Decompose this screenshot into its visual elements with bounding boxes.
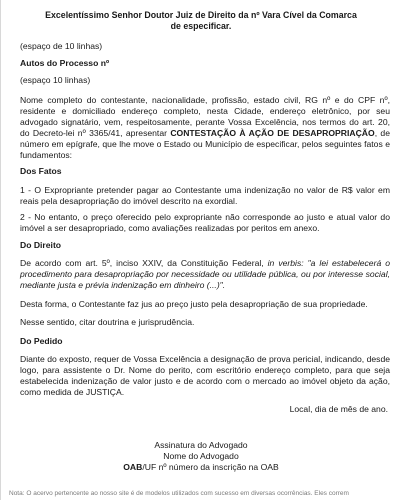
header-line-2: de especificar. xyxy=(170,21,232,31)
oab-label: OAB xyxy=(123,462,143,472)
direito-paragraph-3: Nesse sentido, citar doutrina e jurisprudência. xyxy=(20,317,195,327)
fato-2: 2 - No entanto, o preço oferecido pelo expropriante não corresponde ao justo e atual valor do imóvel a ser desapropriado, como avaliações realizadas por peritos em anexo. xyxy=(20,212,390,233)
section-direito-title: Do Direito xyxy=(20,240,62,250)
section-pedido-title: Do Pedido xyxy=(20,336,63,346)
intro-text-before: Nome completo do contestante, nacionalidade, profissão, estado civil, RG nº e do CPF nº, residente e domiciliado endereço completo, nesta Cidade, endereço eletrônico, por seu advogado signatário, vem, respeitosamente, perante Vossa Excelência, nos termos do art. 20, do Decreto-lei nº 3365/41, apresentar xyxy=(20,95,390,138)
signature-oab xyxy=(1,462,400,473)
direito-paragraph-1 xyxy=(20,258,390,291)
spacing-note-1: (espaço de 10 linhas) xyxy=(20,41,103,51)
intro-paragraph xyxy=(20,95,390,161)
intro-text-after: , de número em epígrafe, que lhe move o Estado ou Município de especificar, pelos seguintes fatos e fundamentos: xyxy=(20,128,390,160)
fato-1: 1 - O Expropriante pretender pagar ao Contestante uma indenização no valor de R$ valor em reais pela desapropriação do imóvel descrito na exordial. xyxy=(20,185,390,206)
signature-line-1: Assinatura do Advogado xyxy=(154,440,248,450)
pedido-paragraph: Diante do exposto, requer de Vossa Excelência a designação de prova pericial, indicando, desde logo, para assistente o Dr. Nome do perito, com escritório endereço completo, para que seja estabelecida indenização de valor justo e de acordo com o mercado ao imóvel objeto da ação, como medida de JUSTIÇA. xyxy=(20,354,390,397)
document-header xyxy=(1,10,400,32)
intro-bold-title: CONTESTAÇÃO À AÇÃO DE DESAPROPRIAÇÃO xyxy=(170,128,375,138)
header-line-1: Excelentíssimo Senhor Doutor Juiz de Direito da nº Vara Cível da Comarca xyxy=(45,10,357,20)
footer-note: Nota: O acervo pertencente ao nosso site é de modelos utilizados com sucesso em diversas ocorrências. Eles correm xyxy=(9,490,349,497)
autos-processo: Autos do Processo nº xyxy=(20,58,110,68)
direito-paragraph-2: Desta forma, o Contestante faz jus ao preço justo pela desapropriação de sua propriedade. xyxy=(20,299,368,309)
local-data: Local, dia de mês de ano. xyxy=(289,404,388,414)
direito-1-text: De acordo com art. 5º, inciso XXIV, da Constituição Federal, xyxy=(20,258,268,268)
section-fatos-title: Dos Fatos xyxy=(20,166,62,176)
spacing-note-2: (espaço 10 linhas) xyxy=(20,75,91,85)
direito-1-quote: in verbis: "a lei estabelecerá o procedimento para desapropriação por necessidade ou utilidade pública, ou por interesse social, mediante justa e prévia indenização em dinheiro (...)". xyxy=(20,258,390,290)
signature-line-2: Nome do Advogado xyxy=(163,451,239,461)
oab-number: /UF nº número da inscrição na OAB xyxy=(142,462,279,472)
